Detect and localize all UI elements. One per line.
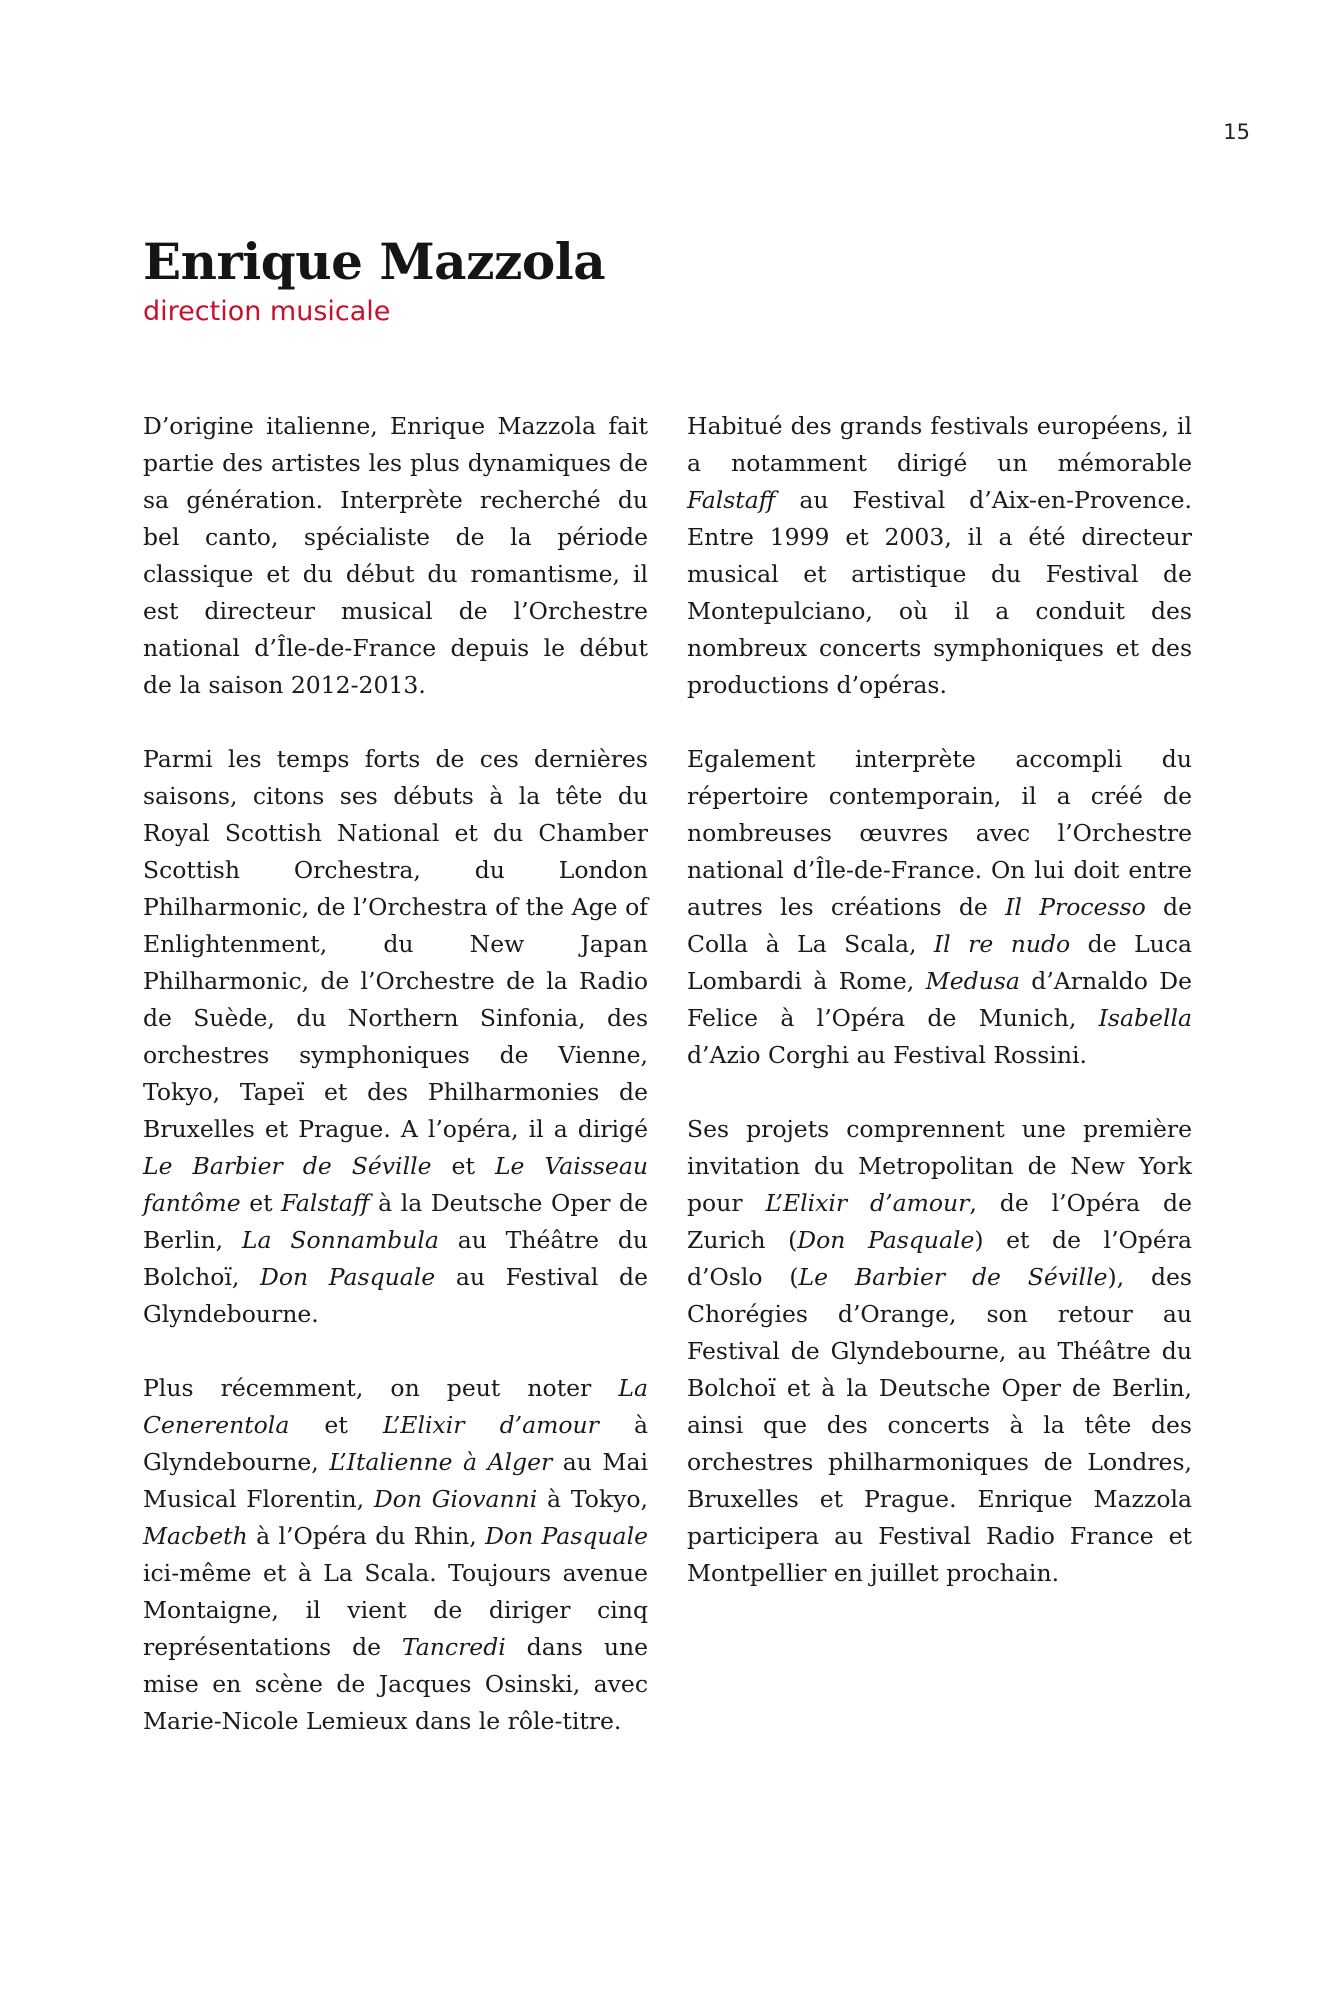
italic-title: Isabella	[1098, 1004, 1192, 1032]
italic-title: L’Elixir d’amour	[382, 1411, 599, 1439]
text-run: au Festival de Glyndebourne.	[143, 1263, 648, 1328]
italic-title: Falstaff	[281, 1189, 370, 1217]
italic-title: Tancredi	[401, 1633, 506, 1661]
page-number: 15	[1223, 120, 1250, 144]
text-run: Habitué des grands festivals européens, il a notamment dirigé un mémorable	[687, 412, 1192, 477]
left-column	[143, 408, 648, 1740]
text-run: au Festival d’Aix-en-Provence. Entre 1999 et 2003, il a été directeur musical et artistique du Festival de Montepulciano, où il a conduit des nombreux concerts symphoniques et des productions d’opéras.	[687, 486, 1192, 699]
page-subtitle: direction musicale	[143, 296, 391, 327]
paragraph	[687, 1111, 1192, 1592]
text-run: d’Azio Corghi au Festival Rossini.	[687, 1041, 1087, 1069]
italic-title: La Cenerentola	[143, 1374, 648, 1439]
italic-title: Macbeth	[143, 1522, 248, 1550]
italic-title: Le Barbier de Séville	[143, 1152, 432, 1180]
paragraph	[143, 741, 648, 1333]
italic-title: Le Barbier de Séville	[798, 1263, 1108, 1291]
italic-title: Don Giovanni	[373, 1485, 538, 1513]
text-run: à la Deutsche Oper de Berlin,	[143, 1189, 648, 1254]
text-run: Parmi les temps forts de ces dernières saisons, citons ses débuts à la tête du Royal Scottish National et du Chamber Scottish Orchestra, du London Philharmonic, de l’Orchestra of the Age of Enlightenment, du New Japan Philharmonic, de l’Orchestre de la Radio de Suède, du Northern Sinfonia, des orchestres symphoniques de Vienne, Tokyo, Tapeï et des Philharmonies de Bruxelles et Prague. A l’opéra, il a dirigé	[143, 745, 648, 1143]
italic-title: Il re nudo	[933, 930, 1071, 958]
text-run: Plus récemment, on peut noter	[143, 1374, 619, 1402]
italic-title: Il Processo	[1005, 893, 1146, 921]
paragraph	[687, 408, 1192, 704]
text-run: à Tokyo,	[537, 1485, 648, 1513]
text-run: ici-même et à La Scala. Toujours avenue Montaigne, il vient de diriger cinq représentations de	[143, 1559, 648, 1661]
italic-title: Medusa	[925, 967, 1020, 995]
paragraph	[143, 1370, 648, 1740]
text-run: et	[289, 1411, 383, 1439]
italic-title: Don Pasquale	[260, 1263, 436, 1291]
text-run: de Luca Lombardi à Rome,	[687, 930, 1192, 995]
text-run: et	[240, 1189, 282, 1217]
right-column	[687, 408, 1192, 1592]
paragraph	[143, 408, 648, 704]
text-run: d’Arnaldo De Felice à l’Opéra de Munich,	[687, 967, 1192, 1032]
text-run: D’origine italienne, Enrique Mazzola fait partie des artistes les plus dynamiques de sa génération. Interprète recherché du bel canto, spécialiste de la période classique et du début du romantisme, il est directeur musical de l’Orchestre national d’Île-de-France depuis le début de la saison 2012-2013.	[143, 412, 648, 699]
text-run: au Théâtre du Bolchoï,	[143, 1226, 648, 1291]
text-run: et	[431, 1152, 495, 1180]
text-run: ), des Chorégies d’Orange, son retour au Festival de Glyndebourne, au Théâtre du Bolchoï et à la Deutsche Oper de Berlin, ainsi que des concerts à la tête des orchestres philharmoniques de Londres, Bruxelles et Prague. Enrique Mazzola participera au Festival Radio France et Montpellier en juillet prochain.	[687, 1263, 1192, 1587]
italic-title: Don Pasquale	[797, 1226, 975, 1254]
text-run: ) et de l’Opéra d’Oslo (	[687, 1226, 1192, 1291]
italic-title: Le Vaisseau fantôme	[143, 1152, 648, 1217]
italic-title: La Sonnambula	[241, 1226, 439, 1254]
text-run: à Glyndebourne,	[143, 1411, 648, 1476]
italic-title: Don Pasquale	[485, 1522, 648, 1550]
text-run: dans une mise en scène de Jacques Osinski, avec Marie-Nicole Lemieux dans le rôle-titre.	[143, 1633, 648, 1735]
text-run: au Mai Musical Florentin,	[143, 1448, 648, 1513]
text-run: , de l’Opéra de Zurich (	[687, 1189, 1192, 1254]
text-run: à l’Opéra du Rhin,	[247, 1522, 486, 1550]
page-title: Enrique Mazzola	[143, 232, 606, 291]
text-run: Egalement interprète accompli du répertoire contemporain, il a créé de nombreuses œuvres avec l’Orchestre national d’Île-de-France. On lui doit entre autres les créations de	[687, 745, 1192, 921]
italic-title: L’Italienne à Alger	[329, 1448, 553, 1476]
text-run: Ses projets comprennent une première invitation du Metropolitan de New York pour	[687, 1115, 1192, 1217]
italic-title: Falstaff	[687, 486, 776, 514]
text-run: de Colla à La Scala,	[687, 893, 1192, 958]
italic-title: L’Elixir d’amour	[765, 1189, 970, 1217]
paragraph	[687, 741, 1192, 1074]
